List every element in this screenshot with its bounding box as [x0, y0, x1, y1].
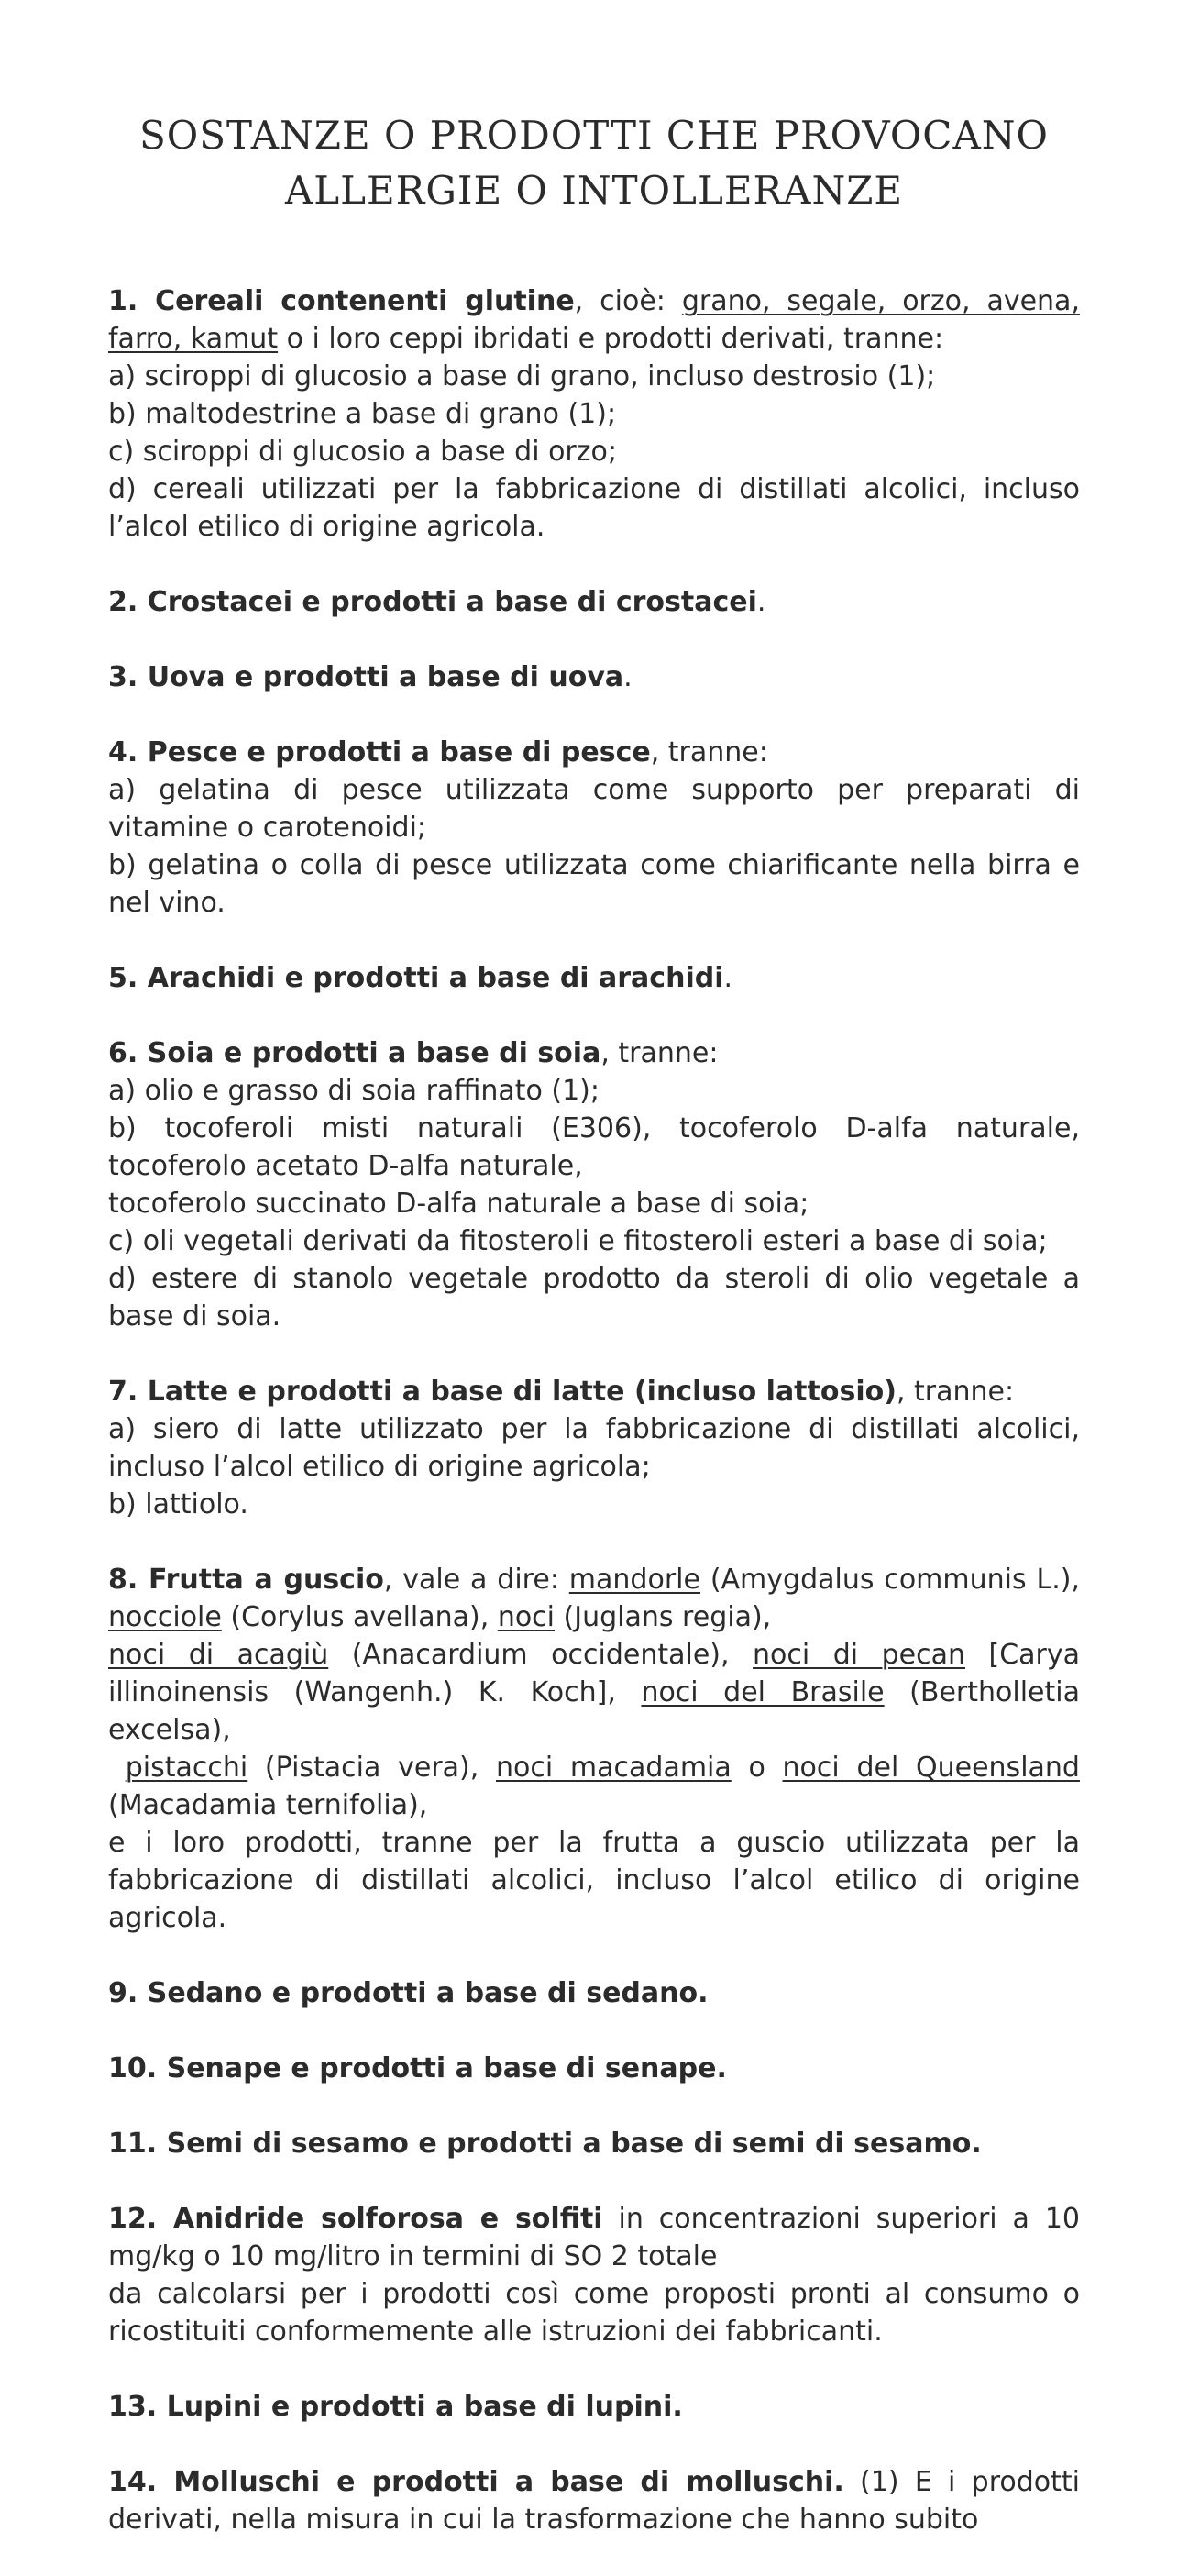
item-line: b) maltodestrine a base di grano (1); [108, 398, 617, 430]
item-line: b) gelatina o colla di pesce utilizzata come chiarificante nella birra e nel vino. [108, 849, 1080, 919]
allergen-item-11 [108, 2125, 1080, 2162]
item-heading: 12. Anidride solforosa e solfiti [108, 2203, 603, 2235]
title-line-2: ALLERGIE O INTOLLERANZE [284, 168, 904, 213]
item-line: a) siero di latte utilizzato per la fabbricazione di distillati alcolici, incluso l’alcol etilico di origine agricola; [108, 1413, 1080, 1483]
item-heading: 3. Uova e prodotti a base di uova [108, 661, 624, 693]
allergen-item-13 [108, 2388, 1080, 2426]
item-heading: 9. Sedano e prodotti a base di sedano. [108, 1977, 709, 2009]
allergen-item-8: 8. Frutta a guscio, vale a dire: mandorle (Amygdalus communis L.), nocciole (Corylus avellana), noci (Juglans regia), noci di acagiù (Anacardium occidentale), noci di pecan [Carya illinoinensis (Wangenh.) K. Koch], noci del Brasile (Bertholletia excelsa), pistacchi (Pistacia vera), noci macadamia o noci del Queensland (Macadamia ternifolia), e i loro prodotti, tranne per la frutta a guscio utilizzata per la fabbricazione di distillati alcolici, incluso l’alcol etilico di origine agricola. [108, 1561, 1080, 1937]
item-line: da calcolarsi per i prodotti così come proposti pronti al consumo o ricostituiti conformemente alle istruzioni dei fabbricanti. [108, 2278, 1080, 2348]
allergen-item-6: 6. Soia e prodotti a base di soia, tranne: a) olio e grasso di soia raffinato (1); b) tocoferoli misti naturali (E306), tocoferolo D-alfa naturale, tocoferolo acetato D-alfa naturale, tocoferolo succinato D-alfa naturale a base di soia; c) oli vegetali derivati da fitosteroli e fitosteroli esteri a base di soia; d) estere di stanolo vegetale prodotto da steroli di olio vegetale a base di soia. [108, 1034, 1080, 1335]
allergen-item-1: 1. Cereali contenenti glutine, cioè: grano, segale, orzo, avena, farro, kamut o i loro ceppi ibridati e prodotti derivati, tranne: a) sciroppi di glucosio a base di grano, incluso destrosio (1); b) maltodestrine a base di grano (1); c) sciroppi di glucosio a base di orzo; d) cereali utilizzati per la fabbricazione di distillati alcolici, incluso l’alcol etilico di origine agricola. [108, 282, 1080, 546]
item-line: d) estere di stanolo vegetale prodotto da steroli di olio vegetale a base di soia. [108, 1263, 1080, 1332]
nut-name: noci di acagiù [108, 1639, 329, 1671]
item-line: a) olio e grasso di soia raffinato (1); [108, 1075, 600, 1107]
item-line: b) lattiolo. [108, 1488, 248, 1520]
allergen-item-4: 4. Pesce e prodotti a base di pesce, tranne: a) gelatina di pesce utilizzata come supporto per preparati di vitamine o carotenoidi; b) gelatina o colla di pesce utilizzata come chiarificante nella birra e nel vino. [108, 734, 1080, 922]
allergen-item-7: 7. Latte e prodotti a base di latte (incluso lattosio), tranne: a) siero di latte utilizzato per la fabbricazione di distillati alcolici, incluso l’alcol etilico di origine agricola; b) lattiolo. [108, 1373, 1080, 1523]
allergen-item-10 [108, 2050, 1080, 2087]
item-line: tocoferolo succinato D-alfa naturale a base di soia; [108, 1188, 809, 1220]
item-line: e i loro prodotti, tranne per la frutta a guscio utilizzata per la fabbricazione di distillati alcolici, incluso l’alcol etilico di origine agricola. [108, 1827, 1080, 1934]
nut-name: pistacchi [125, 1752, 248, 1784]
item-heading: 14. Molluschi e prodotti a base di molluschi. [108, 2466, 844, 2498]
item-line: c) sciroppi di glucosio a base di orzo; [108, 436, 617, 468]
nut-name: noci [497, 1601, 556, 1633]
item-heading: 8. Frutta a guscio [108, 1564, 384, 1596]
nut-name: nocciole [108, 1601, 222, 1633]
title-line-1: SOSTANZE O PRODOTTI CHE PROVOCANO [139, 113, 1049, 158]
item-heading: 2. Crostacei e prodotti a base di crostacei [108, 586, 757, 618]
item-heading: 1. Cereali contenenti glutine [108, 285, 575, 317]
allergen-item-14: 14. Molluschi e prodotti a base di molluschi. (1) E i prodotti derivati, nella misura in cui la trasformazione che hanno subito [108, 2466, 1081, 2536]
allergen-item-3: 3. Uova e prodotti a base di uova. [108, 661, 632, 693]
document-page [108, 108, 1080, 2576]
item-heading: 7. Latte e prodotti a base di latte (incluso lattosio) [108, 1376, 896, 1408]
allergen-item-5: 5. Arachidi e prodotti a base di arachidi. [108, 962, 733, 994]
item-line: a) gelatina di pesce utilizzata come supporto per preparati di vitamine o carotenoidi; [108, 774, 1080, 844]
allergen-item-2: 2. Crostacei e prodotti a base di crostacei. [108, 586, 766, 618]
item-line: c) oli vegetali derivati da fitosteroli e fitosteroli esteri a base di soia; [108, 1225, 1048, 1257]
nut-name: noci del Brasile [641, 1676, 885, 1708]
item-heading: 10. Senape e prodotti a base di senape. [108, 2052, 727, 2084]
item-heading: 6. Soia e prodotti a base di soia [108, 1037, 601, 1069]
nut-name: noci di pecan [753, 1639, 965, 1671]
item-line: b) tocoferoli misti naturali (E306), tocoferolo D-alfa naturale, tocoferolo acetato D-alfa naturale, [108, 1112, 1080, 1182]
item-heading: 4. Pesce e prodotti a base di pesce [108, 736, 651, 768]
nut-name: mandorle [568, 1564, 700, 1596]
allergen-item-9 [108, 1974, 1080, 2012]
document-title [108, 108, 1080, 218]
item-heading: 11. Semi di sesamo e prodotti a base di semi di sesamo. [108, 2128, 982, 2160]
allergen-item-12: 12. Anidride solforosa e solfiti in concentrazioni superiori a 10 mg/kg o 10 mg/litro in termini di SO 2 totale da calcolarsi per i prodotti così come proposti pronti al consumo o ricostituiti conformemente alle istruzioni dei fabbricanti. [108, 2200, 1080, 2350]
item-heading: 5. Arachidi e prodotti a base di arachidi [108, 962, 724, 994]
nut-name: noci macadamia [496, 1752, 732, 1784]
nut-name: noci del Queensland [782, 1752, 1080, 1784]
underlined-list: grano, segale, orzo, avena, farro, kamut [108, 285, 1080, 355]
item-line: d) cereali utilizzati per la fabbricazione di distillati alcolici, incluso l’alcol etilico di origine agricola. [108, 473, 1080, 543]
item-heading: 13. Lupini e prodotti a base di lupini. [108, 2391, 683, 2423]
item-line: a) sciroppi di glucosio a base di grano, incluso destrosio (1); [108, 360, 936, 392]
